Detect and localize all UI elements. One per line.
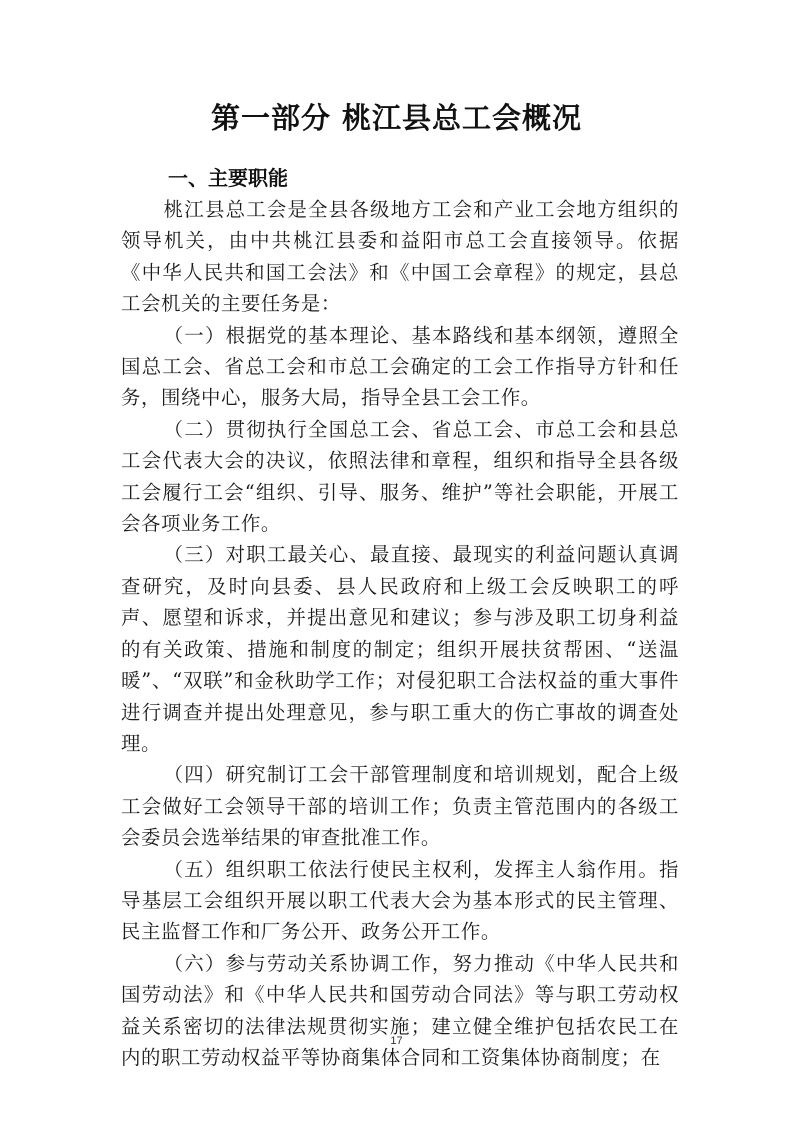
paragraph-item-2: （二）贯彻执行全国总工会、省总工会、市总工会和县总工会代表大会的决议，依照法律和章程，组织和指导全县各级工会履行工会“组织、引导、服务、维护”等社会职能，开展工会各项业务工作。 bbox=[121, 417, 679, 536]
paragraph-item-6: （六）参与劳动关系协调工作，努力推动《中华人民共和国劳动法》和《中华人民共和国劳动合同法》等与职工劳动权益关系密切的法律法规贯彻实施；建立健全维护包括农民工在内的职工劳动权益平等协商集体合同和工资集体协商制度；在 bbox=[121, 951, 679, 1069]
section-heading: 一、主要职能 bbox=[168, 166, 288, 190]
page-number: 17 bbox=[390, 1035, 403, 1047]
paragraph-item-4: （四）研究制订工会干部管理制度和培训规划，配合上级工会做好工会领导干部的培训工作；负责主管范围内的各级工会委员会选举结果的审查批准工作。 bbox=[121, 763, 679, 850]
paragraph-item-1: （一）根据党的基本理论、基本路线和基本纲领，遵照全国总工会、省总工会和市总工会确定的工会工作指导方针和任务，围绕中心，服务大局，指导全县工会工作。 bbox=[121, 323, 679, 410]
page-title: 第一部分 桃江县总工会概况 bbox=[210, 101, 583, 135]
paragraph-intro: 桃江县总工会是全县各级地方工会和产业工会地方组织的领导机关，由中共桃江县委和益阳市总工会直接领导。依据《中华人民共和国工会法》和《中国工会章程》的规定，县总工会机关的主要任务是： bbox=[121, 198, 679, 316]
body-text bbox=[121, 194, 679, 1073]
paragraph-item-5: （五）组织职工依法行使民主权利，发挥主人翁作用。指导基层工会组织开展以职工代表大会为基本形式的民主管理、民主监督工作和厂务公开、政务公开工作。 bbox=[121, 857, 679, 944]
paragraph-item-3: （三）对职工最关心、最直接、最现实的利益问题认真调查研究，及时向县委、县人民政府和上级工会反映职工的呼声、愿望和诉求，并提出意见和建议；参与涉及职工切身利益的有关政策、措施和制度的制定；组织开展扶贫帮困、“送温暖”、“双联”和金秋助学工作；对侵犯职工合法权益的重大事件进行调查并提出处理意见，参与职工重大的伤亡事故的调查处理。 bbox=[121, 543, 679, 755]
